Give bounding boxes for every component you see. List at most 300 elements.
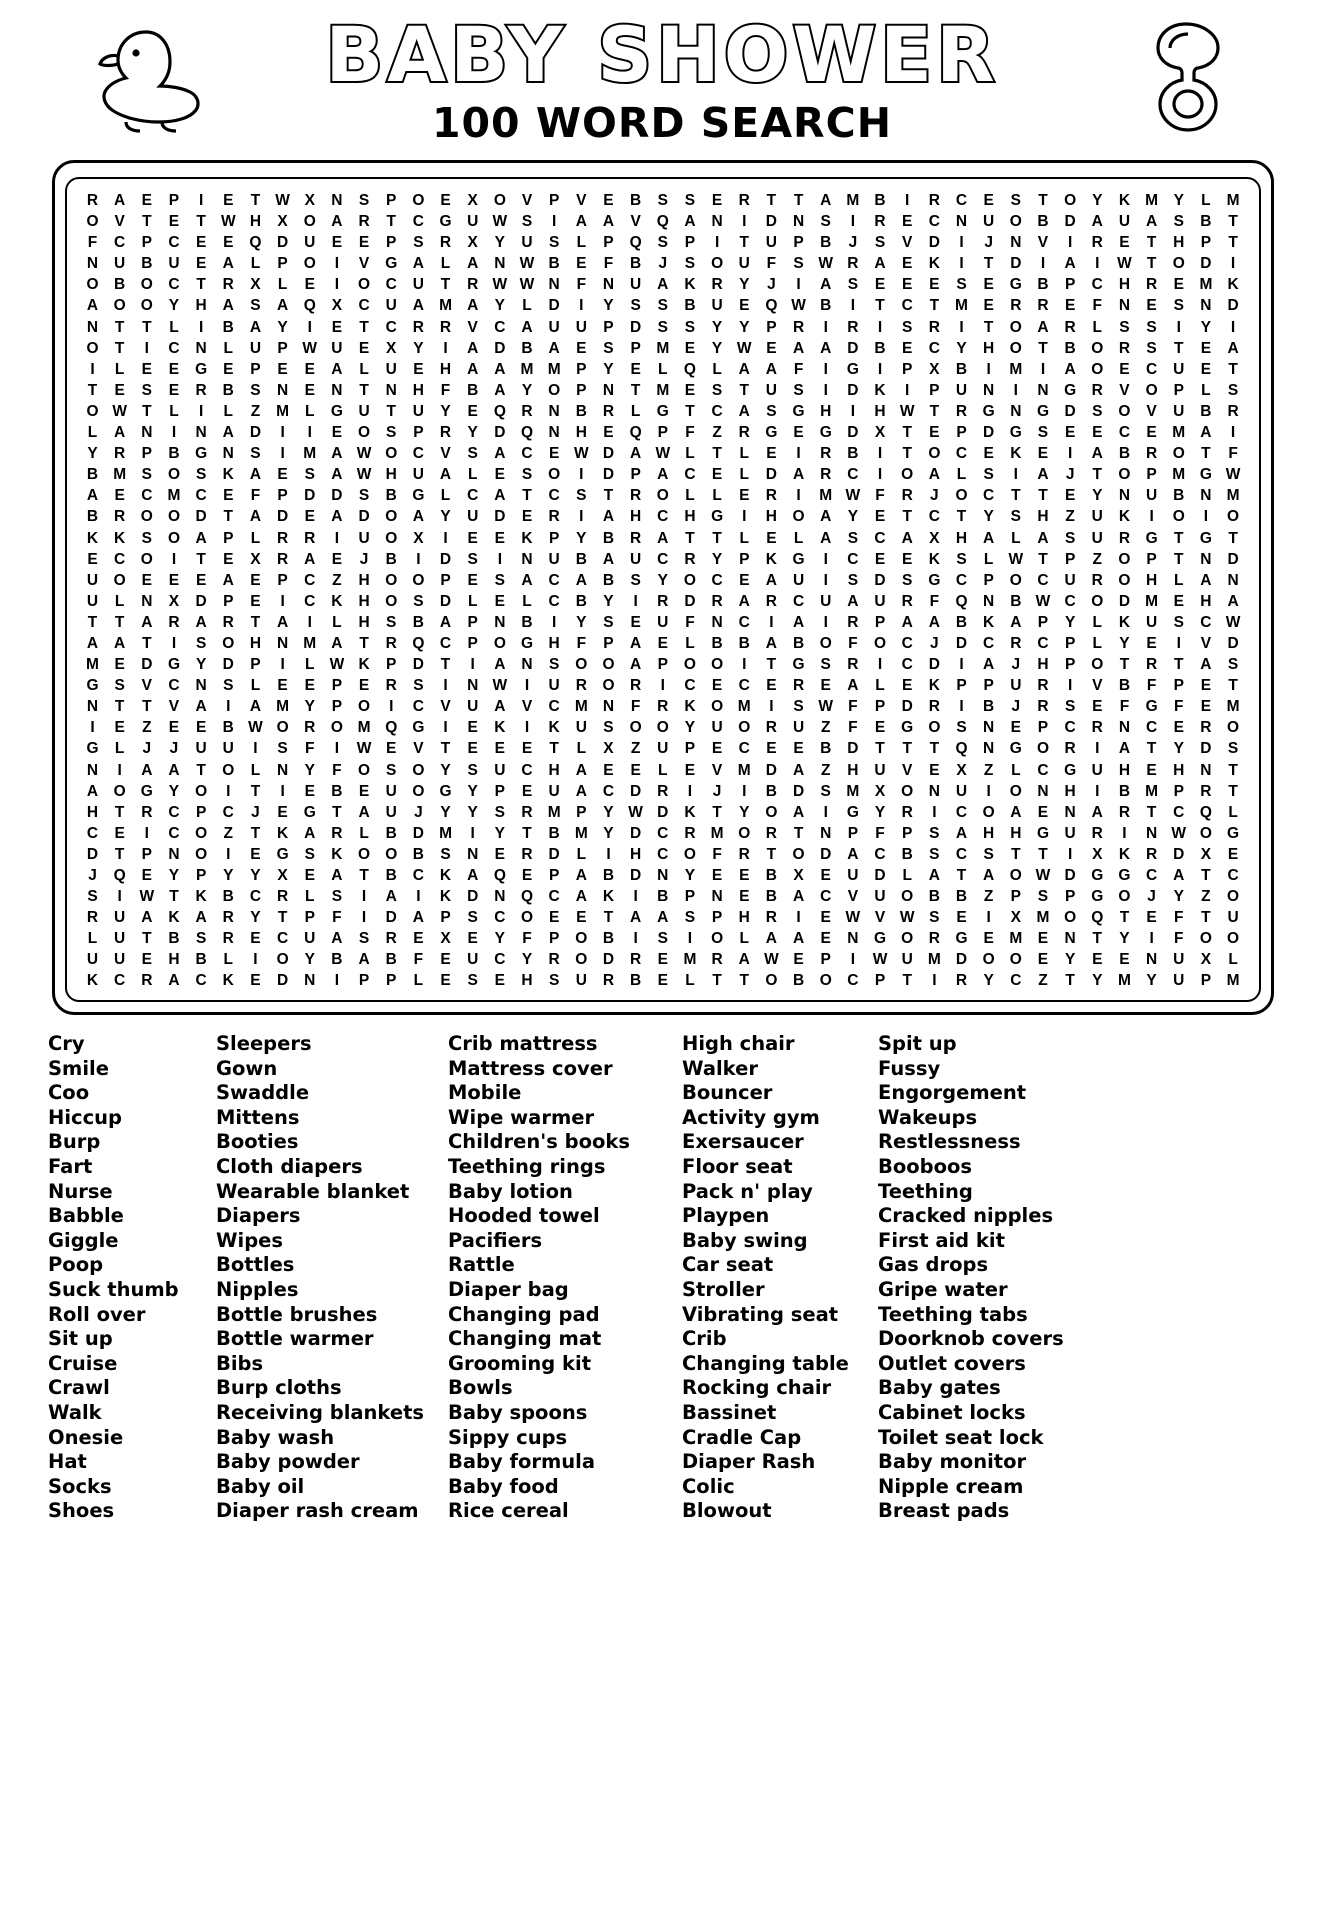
grid-letter: T (250, 824, 261, 842)
grid-letter: A (820, 529, 832, 547)
grid-letter: A (575, 571, 587, 589)
grid-letter: B (602, 529, 615, 547)
grid-letter: L (250, 677, 261, 695)
grid-letter: G (819, 424, 832, 442)
grid-letter: B (331, 951, 343, 969)
grid-letter: E (576, 339, 587, 357)
grid-letter: S (766, 402, 777, 420)
grid-letter: C (928, 339, 940, 357)
grid-letter: U (657, 740, 669, 758)
grid-letter: A (792, 613, 805, 631)
grid-letter: X (1200, 845, 1212, 863)
grid-letter: P (548, 930, 560, 948)
grid-letter: I (280, 782, 285, 800)
grid-letter: D (1200, 740, 1212, 758)
grid-letter: F (875, 487, 885, 505)
grid-letter: W (791, 297, 806, 315)
grid-letter: G (520, 634, 534, 652)
grid-letter: G (1145, 698, 1158, 716)
grid-letter: T (440, 656, 451, 674)
grid-letter: S (1227, 381, 1239, 399)
grid-letter: A (494, 381, 506, 399)
grid-letter: M (1036, 909, 1050, 927)
grid-letter: I (932, 972, 937, 990)
grid-letter: Y (684, 719, 696, 737)
grid-letter: R (1037, 297, 1049, 315)
grid-letter: L (1201, 192, 1211, 209)
grid-letter: A (575, 888, 587, 906)
grid-letter: M (547, 803, 561, 821)
grid-letter: P (956, 424, 967, 442)
grid-letter: D (1173, 845, 1185, 863)
grid-letter: P (603, 234, 614, 252)
grid-letter: O (86, 339, 99, 357)
grid-letter: E (304, 782, 315, 800)
grid-letter: A (1037, 529, 1049, 547)
grid-letter: E (386, 740, 397, 758)
grid-letter: N (276, 381, 289, 399)
grid-letter: D (983, 424, 995, 442)
grid-row (83, 910, 1243, 926)
grid-letter: A (1091, 445, 1103, 463)
grid-letter: R (1118, 803, 1131, 821)
grid-letter: O (358, 698, 371, 716)
grid-letter: G (439, 213, 452, 231)
grid-letter: V (467, 318, 478, 336)
grid-letter: P (304, 909, 315, 927)
grid-letter: I (280, 445, 285, 463)
grid-letter: U (1227, 909, 1239, 927)
word-list-item: Fussy (878, 1056, 941, 1080)
grid-letter: D (928, 656, 940, 674)
grid-letter: U (1173, 360, 1185, 378)
word-list-item: Rocking chair (682, 1376, 832, 1400)
grid-letter: P (331, 698, 343, 716)
grid-letter: C (412, 698, 424, 716)
grid-letter: I (470, 656, 475, 674)
grid-letter: O (1064, 909, 1077, 927)
grid-letter: S (195, 634, 207, 652)
grid-letter: U (222, 740, 234, 758)
grid-letter: Y (521, 951, 533, 969)
grid-letter: C (1227, 867, 1239, 884)
grid-letter: E (304, 276, 315, 294)
grid-letter: I (823, 613, 828, 631)
grid-letter: E (467, 719, 478, 737)
grid-letter: E (929, 424, 940, 442)
grid-letter: Y (684, 867, 696, 884)
grid-letter: T (1228, 529, 1238, 547)
grid-letter: B (412, 845, 424, 863)
grid-letter: A (792, 930, 805, 948)
word-list-item: Hooded towel (448, 1204, 600, 1228)
grid-letter: S (820, 213, 831, 231)
grid-row (83, 383, 1243, 399)
grid-letter: G (1064, 761, 1077, 779)
grid-letter: B (1037, 213, 1049, 231)
grid-letter: C (548, 487, 560, 505)
grid-letter: S (929, 824, 940, 842)
grid-letter: C (738, 613, 750, 631)
grid-letter: L (712, 487, 722, 505)
grid-letter: Y (603, 592, 614, 610)
grid-letter: R (86, 192, 99, 209)
grid-letter: G (1199, 529, 1212, 547)
grid-letter: Q (629, 424, 642, 442)
grid-letter: D (1010, 255, 1022, 273)
grid-letter: P (386, 192, 397, 209)
grid-letter: X (467, 192, 478, 209)
word-list-item: Walker (682, 1056, 758, 1080)
grid-letter: A (494, 698, 506, 716)
grid-letter: A (439, 613, 452, 631)
grid-letter: A (602, 550, 615, 568)
grid-letter: L (712, 360, 722, 378)
grid-letter: I (416, 888, 421, 906)
grid-letter: S (141, 381, 152, 399)
grid-letter: D (955, 951, 968, 969)
grid-letter: N (304, 972, 316, 990)
grid-letter: A (738, 951, 750, 969)
grid-letter: F (1174, 930, 1184, 948)
grid-letter: T (522, 824, 532, 842)
grid-letter: R (276, 888, 289, 906)
grid-letter: A (1200, 656, 1212, 674)
grid-letter: R (548, 951, 560, 969)
grid-letter: P (141, 234, 152, 252)
grid-letter: L (630, 402, 641, 420)
grid-letter: U (1064, 571, 1076, 589)
grid-letter: J (142, 740, 152, 758)
grid-letter: I (198, 192, 204, 209)
grid-letter: K (928, 550, 940, 568)
grid-letter: E (711, 466, 723, 484)
grid-letter: W (492, 677, 508, 695)
grid-letter: L (576, 845, 587, 863)
word-list-item: Car seat (682, 1253, 774, 1277)
grid-letter: S (223, 677, 234, 695)
grid-letter: A (738, 592, 750, 610)
grid-letter: H (575, 424, 587, 442)
grid-letter: B (1200, 213, 1212, 231)
grid-letter: A (575, 213, 587, 231)
grid-letter: L (114, 360, 125, 378)
grid-letter: B (1118, 677, 1131, 695)
grid-letter: C (1145, 360, 1158, 378)
grid-letter: F (603, 255, 614, 273)
grid-letter: F (1119, 698, 1130, 716)
grid-letter: E (548, 445, 560, 463)
grid-letter: T (1228, 677, 1238, 695)
grid-letter: O (1009, 951, 1022, 969)
grid-letter: E (711, 740, 723, 758)
grid-letter: O (493, 192, 506, 209)
grid-letter: E (521, 867, 533, 884)
grid-letter: I (307, 424, 312, 442)
grid-letter: L (305, 402, 315, 420)
grid-letter: M (1145, 592, 1159, 610)
grid-letter: W (764, 951, 779, 969)
grid-letter: Y (603, 824, 614, 842)
grid-letter: F (1228, 445, 1238, 463)
word-list-item: Cabinet locks (878, 1400, 1026, 1424)
word-list-column (216, 1032, 448, 1524)
grid-letter: W (1225, 466, 1241, 484)
grid-letter: C (983, 634, 995, 652)
grid-letter: B (630, 255, 642, 273)
grid-letter: C (467, 487, 479, 505)
grid-letter: B (602, 571, 615, 589)
grid-letter: F (685, 613, 695, 631)
grid-letter: N (168, 845, 180, 863)
grid-letter: A (901, 529, 913, 547)
grid-letter: P (847, 824, 859, 842)
grid-letter: O (358, 424, 371, 442)
grid-letter: A (467, 867, 479, 884)
grid-letter: I (850, 297, 856, 315)
grid-letter: L (277, 276, 288, 294)
grid-letter: M (656, 381, 670, 399)
grid-letter: W (818, 255, 834, 273)
grid-letter: B (1118, 445, 1131, 463)
word-list-item: Baby powder (216, 1450, 360, 1474)
grid-letter: B (765, 888, 777, 906)
grid-letter: R (304, 719, 316, 737)
grid-letter: O (412, 192, 425, 209)
grid-letter: B (792, 972, 805, 990)
grid-letter: T (142, 402, 152, 420)
grid-letter: U (548, 782, 560, 800)
word-list-item: Rattle (448, 1253, 515, 1277)
grid-letter: I (823, 360, 828, 378)
grid-letter: O (982, 951, 995, 969)
grid-letter: X (1200, 951, 1212, 969)
grid-letter: L (250, 761, 261, 779)
grid-letter: B (820, 740, 832, 758)
grid-letter: D (195, 508, 207, 526)
grid-letter: D (792, 782, 805, 800)
grid-letter: E (902, 339, 913, 357)
grid-letter: I (470, 824, 475, 842)
grid-letter: A (86, 487, 99, 505)
grid-letter: E (467, 930, 478, 948)
grid-letter: C (521, 445, 533, 463)
grid-letter: S (684, 255, 696, 273)
grid-letter: P (494, 782, 506, 800)
grid-letter: O (113, 571, 126, 589)
grid-letter: O (575, 951, 588, 969)
grid-letter: P (548, 192, 560, 209)
grid-letter: A (86, 782, 99, 800)
grid-letter: F (685, 424, 695, 442)
grid-letter: Y (576, 613, 587, 631)
grid-letter: P (874, 972, 886, 990)
grid-letter: B (141, 255, 153, 273)
grid-letter: A (412, 508, 424, 526)
grid-letter: I (1095, 782, 1100, 800)
word-list-item: Teething tabs (878, 1302, 1028, 1326)
grid-letter: N (86, 761, 99, 779)
grid-letter: E (114, 487, 125, 505)
word-list-item: Baby food (448, 1474, 559, 1498)
grid-letter: R (1091, 234, 1103, 252)
grid-letter: S (1146, 339, 1157, 357)
grid-letter: P (548, 529, 560, 547)
word-list-item: Spit up (878, 1032, 957, 1055)
grid-letter: X (277, 213, 288, 231)
grid-letter: I (1149, 508, 1154, 526)
grid-letter: E (1064, 487, 1076, 505)
grid-letter: D (494, 424, 506, 442)
grid-letter: D (765, 761, 777, 779)
grid-letter: R (222, 276, 234, 294)
grid-letter: T (440, 276, 451, 294)
grid-letter: O (1118, 550, 1131, 568)
grid-letter: E (1146, 297, 1157, 315)
grid-letter: C (684, 677, 696, 695)
grid-letter: E (168, 360, 180, 378)
grid-letter: E (521, 740, 533, 758)
grid-letter: P (657, 656, 668, 674)
grid-letter: X (929, 360, 940, 378)
grid-letter: I (307, 318, 312, 336)
grid-letter: C (657, 845, 669, 863)
grid-letter: N (276, 634, 289, 652)
grid-letter: I (198, 318, 204, 336)
word-list-item: Blowout (682, 1499, 772, 1523)
grid-letter: N (521, 656, 533, 674)
word-list-item: Bibs (216, 1351, 264, 1375)
grid-letter: A (765, 571, 777, 589)
grid-letter: O (901, 930, 914, 948)
grid-letter: E (1173, 719, 1184, 737)
grid-letter: Q (385, 719, 398, 737)
grid-letter: L (685, 972, 695, 990)
grid-letter: O (358, 276, 371, 294)
grid-letter: K (439, 888, 452, 906)
grid-letter: R (276, 550, 289, 568)
grid-letter: O (276, 951, 289, 969)
grid-letter: K (114, 529, 126, 547)
grid-letter: E (929, 276, 940, 294)
grid-letter: D (874, 571, 886, 589)
grid-letter: C (168, 234, 180, 252)
grid-row (83, 404, 1243, 420)
grid-letter: A (141, 761, 153, 779)
word-list-item: Rice cereal (448, 1499, 569, 1523)
grid-letter: U (1010, 677, 1022, 695)
grid-letter: E (277, 360, 288, 378)
word-list-item: Gripe water (878, 1277, 1008, 1301)
grid-letter: O (1009, 213, 1022, 231)
grid-letter: H (168, 951, 180, 969)
grid-letter: I (742, 213, 747, 231)
grid-letter: I (117, 761, 122, 779)
grid-letter: Y (277, 318, 288, 336)
grid-letter: H (385, 466, 397, 484)
grid-letter: T (739, 234, 749, 252)
grid-letter: Q (955, 740, 968, 758)
grid-letter: B (874, 339, 886, 357)
grid-letter: I (959, 698, 964, 716)
grid-letter: T (766, 192, 777, 209)
grid-letter: T (1201, 867, 1211, 884)
grid-letter: B (222, 318, 234, 336)
word-list-item: Booboos (878, 1154, 973, 1178)
grid-letter: P (358, 972, 370, 990)
grid-letter: W (492, 276, 508, 294)
grid-letter: L (1092, 634, 1103, 652)
grid-letter: G (276, 845, 289, 863)
grid-letter: U (331, 339, 343, 357)
grid-letter: W (573, 445, 589, 463)
grid-row (83, 277, 1243, 293)
grid-letter: L (359, 360, 369, 378)
grid-letter: B (168, 930, 180, 948)
grid-letter: L (467, 592, 478, 610)
grid-letter: I (253, 740, 258, 758)
grid-letter: K (168, 909, 180, 927)
grid-letter: U (168, 255, 180, 273)
grid-letter: W (519, 276, 535, 294)
grid-letter: N (548, 424, 560, 442)
grid-letter: P (766, 318, 777, 336)
grid-letter: D (602, 951, 615, 969)
grid-letter: S (630, 297, 641, 315)
grid-letter: E (1146, 634, 1157, 652)
grid-letter: T (1228, 234, 1238, 252)
grid-letter: D (195, 592, 207, 610)
grid-letter: A (168, 761, 180, 779)
grid-letter: V (630, 213, 641, 231)
word-list-item: Children's books (448, 1130, 630, 1154)
grid-letter: W (356, 466, 372, 484)
grid-letter: E (1146, 761, 1157, 779)
grid-letter: A (195, 529, 207, 547)
grid-letter: Q (520, 424, 534, 442)
grid-letter: V (141, 677, 152, 695)
grid-letter: T (1146, 234, 1157, 252)
grid-letter: E (766, 339, 777, 357)
grid-letter: E (277, 677, 288, 695)
grid-letter: S (467, 445, 478, 463)
grid-letter: C (548, 592, 560, 610)
grid-letter: A (792, 339, 805, 357)
grid-letter: C (168, 276, 180, 294)
grid-letter: T (196, 276, 206, 294)
grid-letter: Y (1200, 318, 1212, 336)
grid-letter: U (847, 867, 859, 884)
grid-letter: A (1227, 339, 1239, 357)
grid-letter: R (684, 824, 696, 842)
grid-letter: G (303, 803, 316, 821)
grid-letter: I (524, 677, 530, 695)
grid-letter: K (86, 972, 99, 990)
grid-letter: P (440, 909, 451, 927)
grid-letter: D (1064, 213, 1076, 231)
grid-letter: E (548, 909, 560, 927)
grid-letter: A (412, 909, 424, 927)
grid-letter: U (738, 255, 750, 273)
grid-row (83, 298, 1243, 314)
grid-letter: R (412, 318, 424, 336)
grid-letter: N (385, 381, 397, 399)
grid-letter: S (250, 381, 261, 399)
grid-letter: S (956, 550, 967, 568)
grid-letter: T (902, 508, 912, 526)
grid-letter: X (1092, 845, 1103, 863)
grid-letter: L (1201, 381, 1211, 399)
